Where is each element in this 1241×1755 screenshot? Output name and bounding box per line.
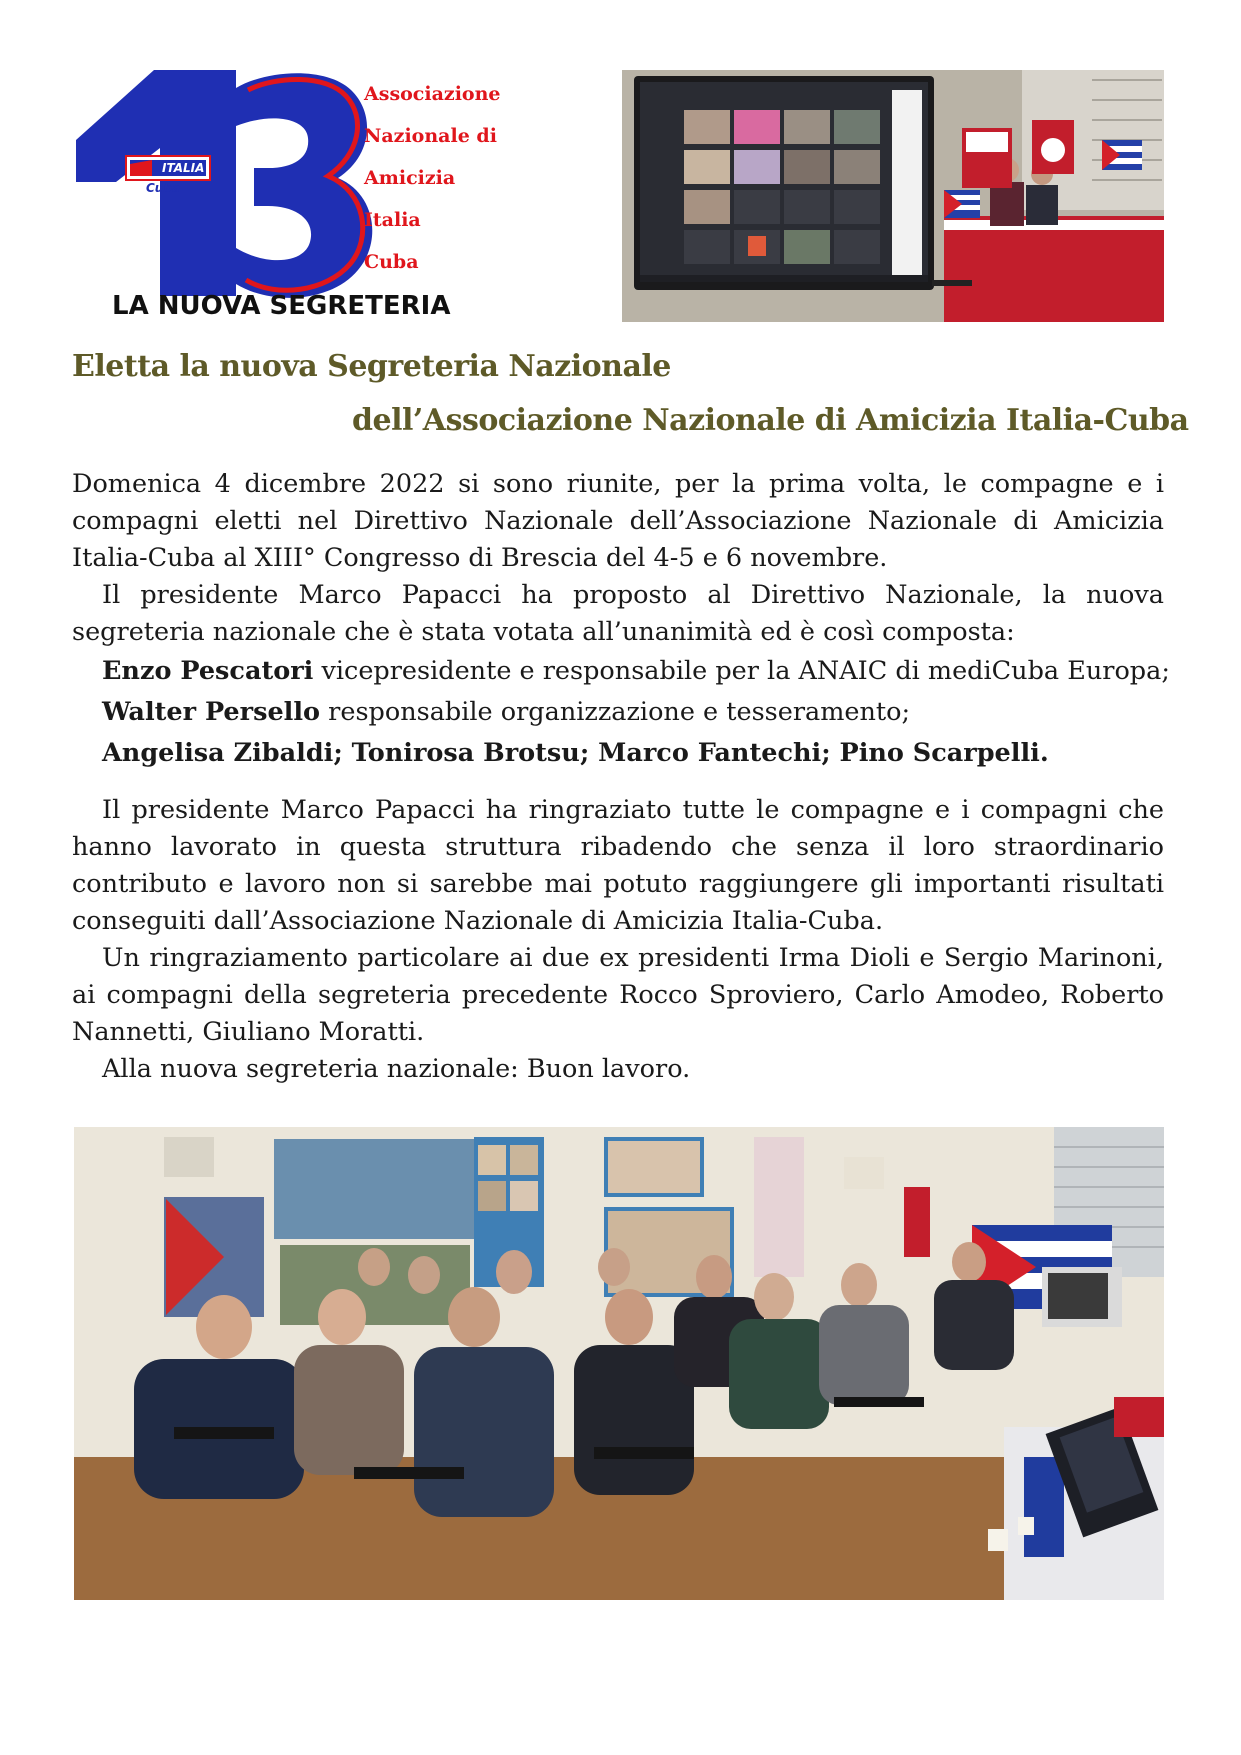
member-organization [102, 692, 1164, 733]
headline-line-2: dell’Associazione Nazionale di Amicizia Italia-Cuba [352, 403, 1189, 438]
meeting-photo [74, 1127, 1164, 1600]
logo-line-cuba: Cuba [364, 251, 419, 273]
paragraph-closing: Alla nuova segreteria nazionale: Buon lavoro. [102, 1054, 691, 1084]
member-name: Enzo Pescatori [102, 656, 314, 686]
member-name: Walter Persello [102, 697, 321, 727]
logo-line-italia: Italia [364, 209, 421, 231]
logo-line-amicizia: Amicizia [364, 167, 456, 189]
paragraph-intro: Domenica 4 dicembre 2022 si sono riunite, per la prima volta, le compagne e i compagni eletti nel Direttivo Nazionale dell’Associazione Nazionale di Amicizia Italia-Cuba al XIII° Congresso di Brescia del 4-5 e 6 novembre. [72, 469, 1164, 573]
video-conference-photo [622, 70, 1164, 322]
badge-line-2: Cuba [146, 181, 181, 195]
member-vicepresident [102, 651, 1170, 692]
article-body [72, 466, 1170, 1088]
logo-banner: LA NUOVA SEGRETERIA [112, 291, 451, 320]
association-logo [76, 70, 576, 320]
member-role: responsabile organizzazione e tesseramento; [320, 697, 911, 727]
badge-line-1: ITALIA [162, 161, 205, 175]
member-names: Angelisa Zibaldi; Tonirosa Brotsu; Marco Fantechi; Pino Scarpelli. [102, 738, 1049, 768]
paragraph-proposal: Il presidente Marco Papacci ha proposto al Direttivo Nazionale, la nuova segreteria nazionale che è stata votata all’unanimità ed è così composta: [72, 580, 1164, 647]
member-others [102, 733, 1164, 774]
logo-line-nazionale: Nazionale di [364, 125, 497, 147]
paragraph-thanks: Il presidente Marco Papacci ha ringraziato tutte le compagne e i compagni che hanno lavorato in questa struttura ribadendo che senza il loro straordinario contributo e lavoro non si sarebbe mai potuto raggiungere gli importanti risultati conseguiti dall’Associazione Nazionale di Amicizia Italia-Cuba. [72, 795, 1164, 936]
headline-line-1: Eletta la nuova Segreteria Nazionale [72, 349, 671, 384]
member-role: vicepresidente e responsabile per la ANAIC di mediCuba Europa; [313, 656, 1170, 686]
paragraph-special-thanks: Un ringraziamento particolare ai due ex presidenti Irma Dioli e Sergio Marinoni, ai compagni della segreteria precedente Rocco Sproviero, Carlo Amodeo, Roberto Nannetti, Giuliano Moratti. [72, 943, 1164, 1047]
logo-line-associazione: Associazione [364, 83, 501, 105]
